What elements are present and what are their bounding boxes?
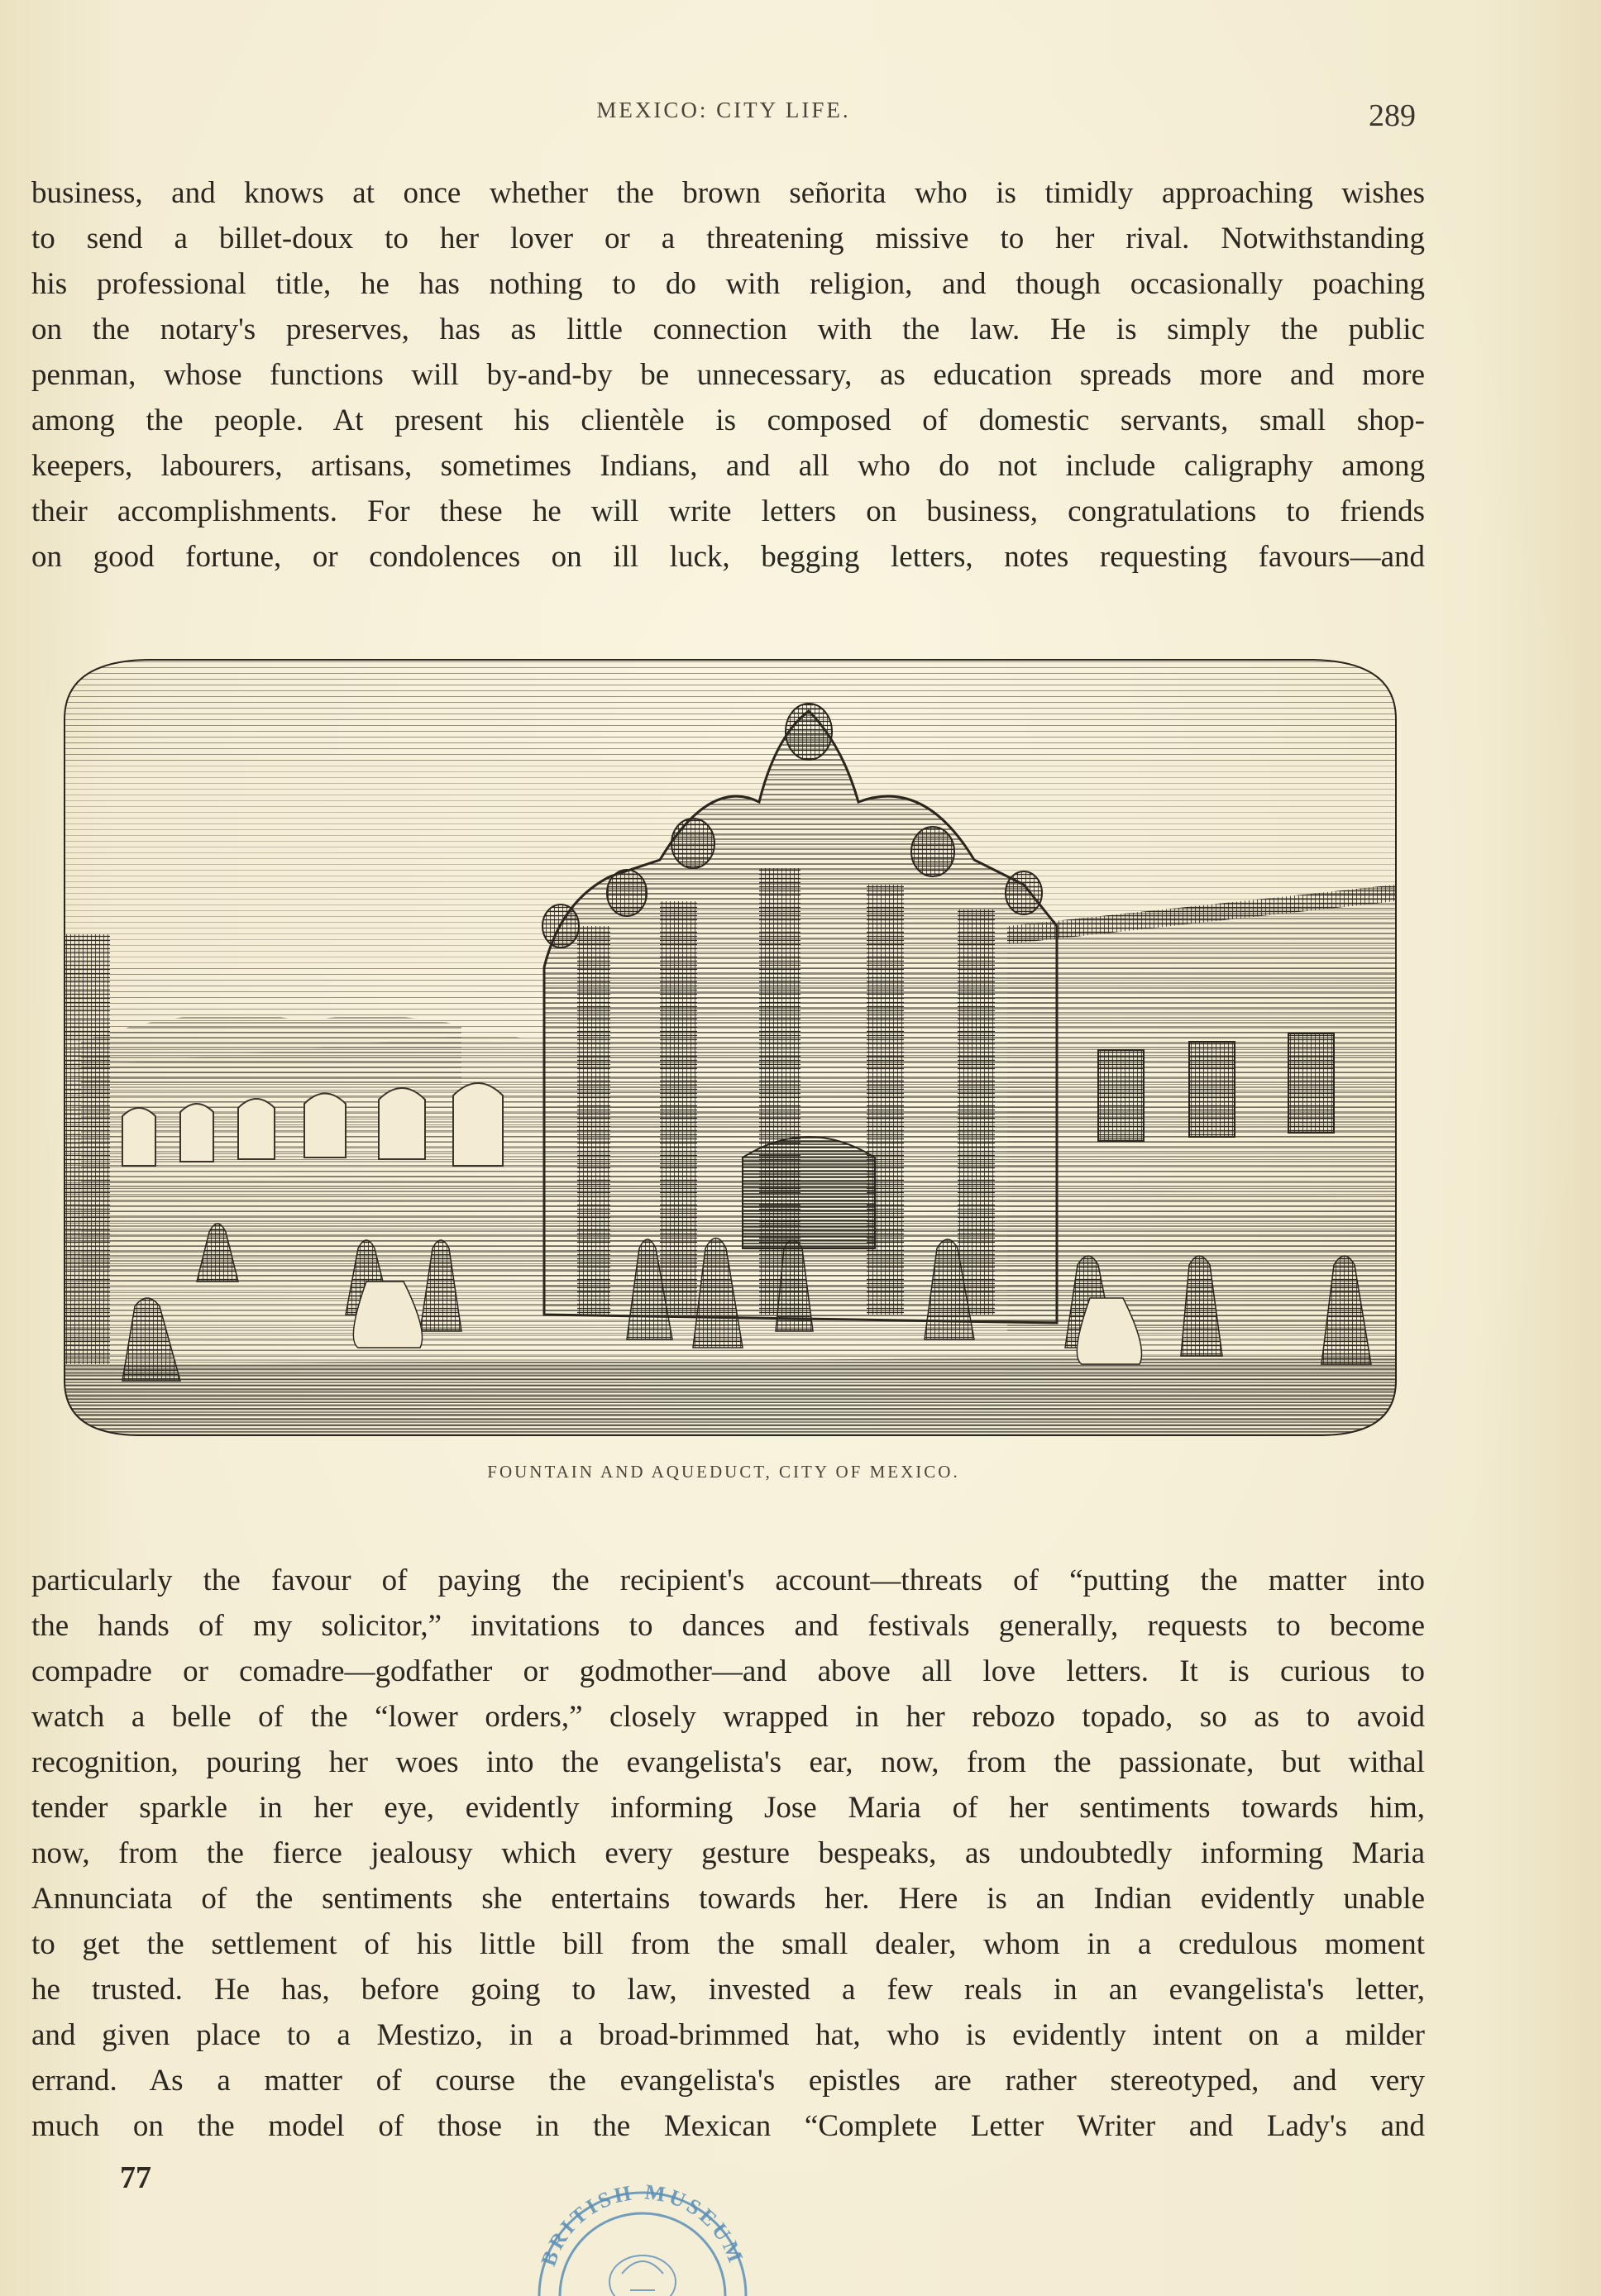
text-line: their accomplishments. For these he will write letters on business, congratulations to friends (31, 494, 1425, 528)
text-line: his professional title, he has nothing to do with religion, and though occasionally poaching (31, 267, 1425, 301)
text-line: much on the model of those in the Mexican “Complete Letter Writer and Lady's and (31, 2109, 1425, 2143)
text-line: business, and knows at once whether the brown señorita who is timidly approaching wishes (31, 176, 1425, 210)
text-line: among the people. At present his clientèle is composed of domestic servants, small shop- (31, 403, 1425, 437)
text-line: tender sparkle in her eye, evidently informing Jose Maria of her sentiments towards him, (31, 1791, 1425, 1825)
text-line: on good fortune, or condolences on ill luck, begging letters, notes requesting favours—and (31, 540, 1425, 574)
text-line: compadre or comadre—godfather or godmother—and above all love letters. It is curious to (31, 1654, 1425, 1688)
stamp-text: BRITISH MUSEUM (536, 2179, 749, 2270)
text-line: on the notary's preserves, has as little connection with the law. He is simply the public (31, 313, 1425, 346)
text-line: watch a belle of the “lower orders,” closely wrapped in her rebozo topado, so as to avoid (31, 1700, 1425, 1734)
running-head: MEXICO: CITY LIFE. (596, 98, 851, 122)
text-line: now, from the fierce jealousy which every gesture bespeaks, as undoubtedly informing Maria (31, 1836, 1425, 1870)
text-line: Annunciata of the sentiments she entertains towards her. Here is an Indian evidently unable (31, 1882, 1425, 1916)
fountain-engraving (31, 653, 1429, 1439)
top-paragraph (31, 170, 1425, 580)
museum-stamp (523, 2158, 762, 2296)
page-number: 289 (1369, 98, 1416, 133)
bottom-paragraph (31, 1558, 1425, 2149)
illustration-caption: FOUNTAIN AND AQUEDUCT, CITY OF MEXICO. (487, 1462, 960, 1482)
text-line: keepers, labourers, artisans, sometimes Indians, and all who do not include caligraphy among (31, 449, 1425, 483)
text-line: particularly the favour of paying the recipient's account—threats of “putting the matter into (31, 1563, 1425, 1597)
text-line: to send a billet-doux to her lover or a threatening missive to her rival. Notwithstanding (31, 222, 1425, 255)
signature-mark: 77 (120, 2160, 151, 2195)
text-line: recognition, pouring her woes into the evangelista's ear, now, from the passionate, but withal (31, 1745, 1425, 1779)
text-line: he trusted. He has, before going to law, invested a few reals in an evangelista's letter, (31, 1973, 1425, 2007)
text-line: and given place to a Mestizo, in a broad-brimmed hat, who is evidently intent on a milder (31, 2018, 1425, 2052)
text-line: to get the settlement of his little bill from the small dealer, whom in a credulous moment (31, 1927, 1425, 1961)
text-line: the hands of my solicitor,” invitations to dances and festivals generally, requests to become (31, 1609, 1425, 1643)
text-line: errand. As a matter of course the evangelista's epistles are rather stereotyped, and very (31, 2064, 1425, 2098)
text-line: penman, whose functions will by-and-by be unnecessary, as education spreads more and more (31, 358, 1425, 392)
